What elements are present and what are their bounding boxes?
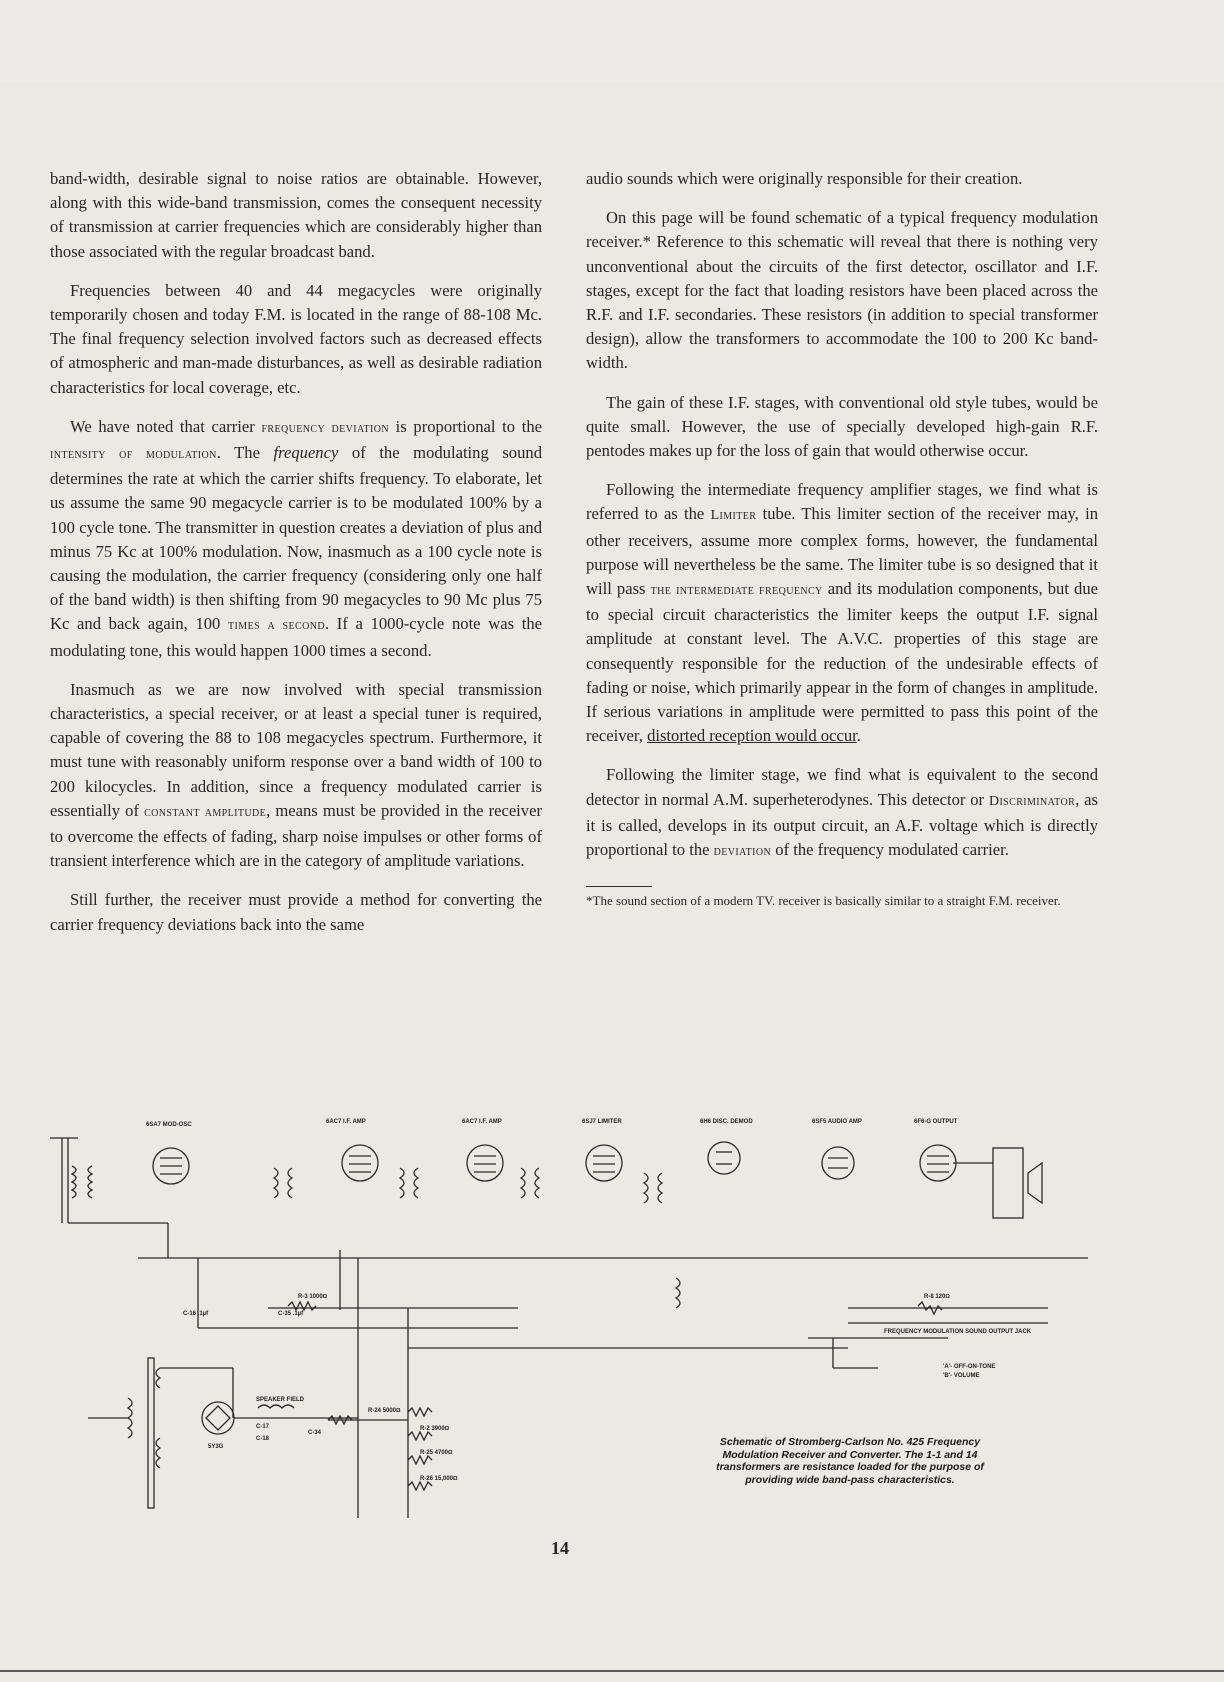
tube-label: 6SA7 MOD-OSC <box>146 1122 192 1128</box>
component-label: C-17 <box>256 1424 270 1430</box>
paragraph: On this page will be found schematic of a typical frequency modulation receiver.* Reference to this schematic will reveal that there is nothing very unconventional about the circuits of the first detector, oscillator and I.F. stages, except for the fact that loading resistors have been placed across the R.F. and I.F. secondaries. These resistors (in addition to special transformer design), allow the transformers to accommodate the 100 to 200 Kc band-width. <box>586 208 1098 373</box>
tube-6sj7 <box>586 1145 622 1181</box>
paragraph: band-width, desirable signal to noise ratios are obtainable. However, along with this wide-band transmission, comes the consequent necessity of transmission at carrier frequencies which are considerably higher than those associated with the regular broadcast band. <box>50 169 542 261</box>
small-caps-term: Limiter <box>710 508 757 524</box>
tube-label: 6SJ7 LIMITER <box>582 1119 622 1125</box>
small-caps-term: frequency deviation <box>261 420 389 436</box>
tube-label: 6SF5 AUDIO AMP <box>812 1119 862 1125</box>
component-label: R-3 1000Ω <box>298 1294 328 1300</box>
paragraph: audio sounds which were originally responsible for their creation. <box>586 169 1023 188</box>
tube-6ac7-2 <box>467 1145 503 1181</box>
paragraph: Frequencies between 40 and 44 megacycles were originally temporarily chosen and today F.M. is located in the range of 88-108 Mc. The final frequency selection involved factors such as decreased effects of atmospheric and man-made disturbances, as well as desirable radiation characteristics for local coverage, etc. <box>50 280 542 397</box>
small-caps-term: intensity of modulation <box>50 447 217 463</box>
paragraph: Inasmuch as we are now involved with special transmission characteristics, a special receiver, or at least a special tuner is required, capable of covering the 88 to 108 megacycles spectrum. Furthermore, it must tune with reasonably uniform response over a band width of 100 to 200 kilocycles. In addition, since a frequency modulated carrier is essentially of constant amplitude, means must be provided in the receiver to overcome the effects of fading, sharp noise impulses or other forms of transient interference which are in the category of amplitude variations. <box>50 679 542 871</box>
antenna-input <box>50 1138 92 1223</box>
small-caps-term: the intermediate frequency <box>650 583 823 599</box>
output-jack <box>833 1338 878 1368</box>
paragraph: Still further, the receiver must provide a method for converting the carrier frequency deviations back into the same <box>50 890 542 934</box>
footnote-rule <box>586 886 652 887</box>
paragraph: We have noted that carrier frequency deviation is proportional to the intensity of modulation. The frequency of the modulating sound determines the rate at which the carrier shifts frequency. To elaborate, let us assume the same 90 megacycle carrier is to be modulated 100% by a 100 cycle tone. The transmitter in question creates a deviation of plus and minus 75 Kc at 100% modulation. Now, inasmuch as a 100 cycle note is causing the modulation, the carrier frequency (considering only one half of the band width) is then shifting from 90 megacycles to 90 Mc plus 75 Kc and back again, 100 times a second. If a 1000-cycle note was the modulating tone, this would happen 1000 times a second. <box>50 416 543 660</box>
tube-label: 6AC7 I.F. AMP <box>462 1119 502 1125</box>
page-top-band <box>0 0 1224 82</box>
schematic-caption: Schematic of Stromberg-Carlson No. 425 Frequency Modulation Receiver and Converter. The 1-1 and 14 transformers are resistance loaded for the purpose of providing wide band-pass characteristics. <box>716 1436 984 1486</box>
tube-6sf5 <box>822 1147 854 1179</box>
component-label: R-24 5000Ω <box>368 1408 401 1414</box>
tube-label: 6H6 DISC. DEMOD <box>700 1119 753 1125</box>
tube-label: 6AC7 I.F. AMP <box>326 1119 366 1125</box>
tube-6ac7-1 <box>342 1145 378 1181</box>
component-label: R-25 4700Ω <box>420 1450 453 1456</box>
tube-6sa7 <box>153 1148 189 1184</box>
small-caps-term: Discriminator <box>988 793 1076 809</box>
note-label: 'A'- OFF-ON-TONE <box>943 1364 996 1370</box>
component-label: C-16 .1µf <box>183 1311 209 1317</box>
tube-label: 6F6-G OUTPUT <box>914 1119 958 1125</box>
component-label: R-8 120Ω <box>924 1294 950 1300</box>
small-caps-term: constant amplitude <box>144 804 267 820</box>
component-label: C-35 .1µf <box>278 1311 304 1317</box>
component-label: R-26 15,000Ω <box>420 1476 458 1482</box>
note-label: FREQUENCY MODULATION SOUND OUTPUT JACK <box>884 1329 1032 1335</box>
right-column <box>586 167 1098 924</box>
paragraph: The gain of these I.F. stages, with conventional old style tubes, would be quite small. However, the use of specially developed high-gain R.F. pentodes makes up for the loss of gain that would otherwise occur. <box>586 392 1098 461</box>
bottom-rule <box>0 1670 1224 1672</box>
left-column <box>50 167 542 952</box>
page-number: 14 <box>551 1538 569 1558</box>
tube-6h6 <box>708 1142 740 1174</box>
component-label: 5Y3G <box>208 1444 224 1450</box>
component-label: R-2 3900Ω <box>420 1426 450 1432</box>
footnote: *The sound section of a modern TV. receiver is basically similar to a straight F.M. receiver. <box>586 893 1061 909</box>
small-caps-term: times a second <box>228 618 325 634</box>
note-label: 'B'- VOLUME <box>943 1373 980 1379</box>
component-label: C-18 <box>256 1436 270 1442</box>
if-transformers <box>274 1168 680 1308</box>
note-label: SPEAKER FIELD <box>256 1397 305 1403</box>
underlined-text: distorted reception would occur <box>647 726 857 746</box>
tube-6f6g <box>920 1145 956 1181</box>
output-transformer <box>953 1148 1042 1218</box>
component-label: C-34 <box>308 1430 322 1436</box>
paragraph: Following the limiter stage, we find what is equivalent to the second detector in normal A.M. superheterodynes. This detector or Discriminator, as it is called, develops in its output circuit, an A.F. voltage which is directly proportional to the deviation of the frequency modulated carrier. <box>586 765 1099 860</box>
italic-term: frequency <box>273 443 339 463</box>
small-caps-term: deviation <box>713 844 772 860</box>
paragraph: Following the intermediate frequency amplifier stages, we find what is referred to as the Limiter tube. This limiter section of the receiver may, in other receivers, assume more complex forms, however, the fundamental purpose will nevertheless be the same. The limiter tube is so designed that it will pass the intermediate frequency and its modulation components, but due to special circuit characteristics the limiter keeps the output I.F. signal amplitude at constant level. The A.V.C. properties of this stage are consequently responsible for the reduction of the undesirable effects of fading or noise, which primarily appear in the form of changes in amplitude. If serious variations in amplitude were permitted to pass this point of the receiver, distorted reception would occur. <box>586 480 1099 746</box>
